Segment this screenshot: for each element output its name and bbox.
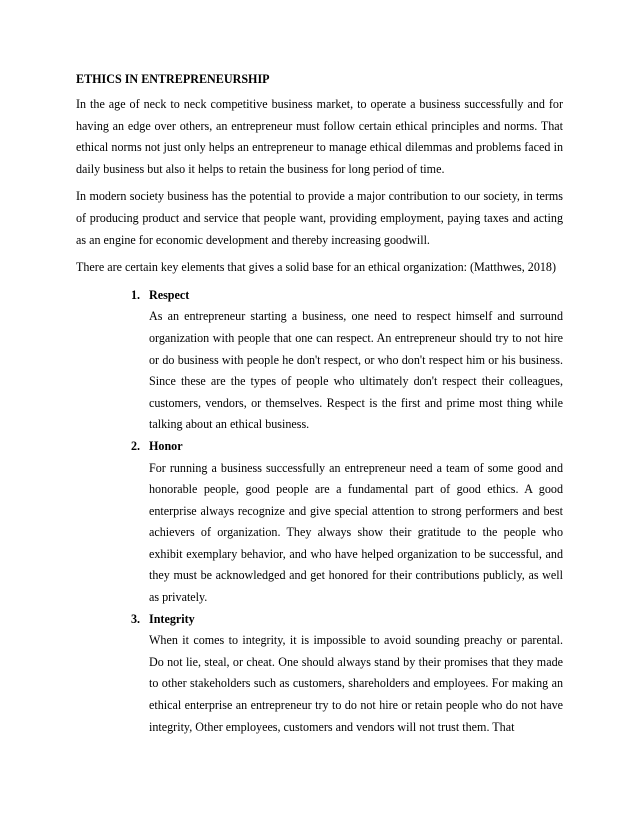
paragraph-key-elements: There are certain key elements that gives a solid base for an ethical organization: (Matthwes, 2018) xyxy=(76,260,556,275)
ethics-elements-list xyxy=(76,285,563,738)
paragraph-intro: In the age of neck to neck competitive business market, to operate a business successfully and for having an edge over others, an entrepreneur must follow certain ethical principles and norms. That ethical norms not just only helps an entrepreneur to manage ethical dilemmas and problems faced in daily business but also it helps to retain the business for long period of time. xyxy=(76,97,563,176)
document-page xyxy=(76,70,563,738)
list-item-heading xyxy=(131,436,563,458)
list-item-number: 3. xyxy=(131,611,141,626)
list-item-body: As an entrepreneur starting a business, one need to respect himself and surround organization with people that one can respect. An entrepreneur should try to not hire or do business with people he don't respect, or who don't respect him or his business. Since these are the types of people who ultimately don't respect their colleagues, customers, vendors, or themselves. Respect is the first and prime most thing while talking about an ethical business. xyxy=(149,309,563,432)
list-item-respect xyxy=(76,285,563,436)
list-item-number: 1. xyxy=(131,287,141,302)
list-item-integrity xyxy=(76,609,563,739)
document-title: ETHICS IN ENTREPRENEURSHIP xyxy=(76,72,270,86)
paragraph-modern-society: In modern society business has the potential to provide a major contribution to our society, in terms of producing product and service that people want, providing employment, paying taxes and acting as an engine for economic development and thereby increasing goodwill. xyxy=(76,189,563,247)
list-item-honor xyxy=(76,436,563,609)
list-item-heading xyxy=(131,285,563,307)
list-item-body: For running a business successfully an entrepreneur need a team of some good and honorable people, good people are a fundamental part of good ethics. A good enterprise always recognize and give special attention to strong performers and best achievers of organization. They always show their gratitude to the people who exhibit exemplary behavior, and who have helped organization to be successful, and they must be acknowledged and get honored for their contributions publicly, as well as privately. xyxy=(149,460,563,605)
list-item-title: Integrity xyxy=(149,611,195,626)
list-item-body: When it comes to integrity, it is impossible to avoid sounding preachy or parental. Do not lie, steal, or cheat. One should always stand by their promises that they made to other stakeholders such as customers, shareholders and employees. For making an ethical enterprise an entrepreneur try to do not hire or retain people who do not have integrity, Other employees, customers and vendors will not trust them. That xyxy=(149,633,563,734)
list-item-title: Respect xyxy=(149,287,190,302)
list-item-number: 2. xyxy=(131,438,141,453)
list-item-title: Honor xyxy=(149,438,183,453)
list-item-heading xyxy=(131,609,563,631)
